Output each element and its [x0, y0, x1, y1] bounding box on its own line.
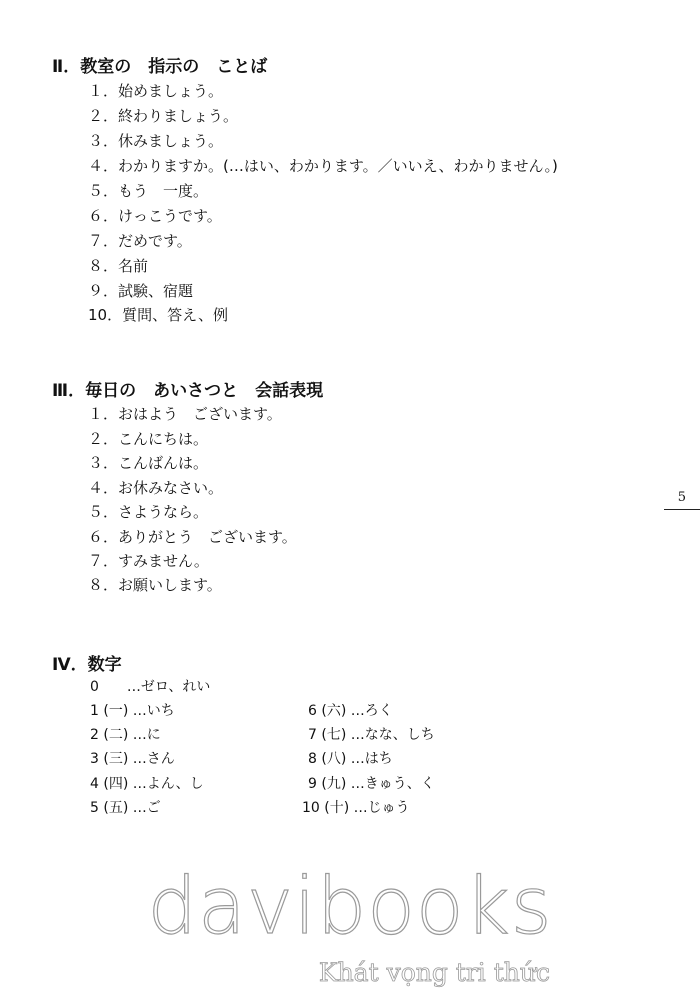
list-item: ７．だめです。	[88, 232, 192, 250]
number-row-zero: 0 …ゼロ、れい	[90, 679, 211, 695]
list-item: １．始めましょう。	[88, 82, 224, 100]
list-item: 10．質問、答え、例	[88, 306, 228, 324]
page-number-rule	[664, 509, 700, 510]
list-item: ３．こんばんは。	[88, 454, 209, 472]
list-item: ４．お休みなさい。	[88, 479, 224, 497]
section-4-title: Ⅳ．数字	[52, 655, 122, 675]
number-row: 4 (四) …よん、し	[90, 776, 204, 792]
list-item: １．おはよう ございます。	[88, 405, 282, 423]
number-row: 7 (七) …なな、しち	[308, 727, 435, 743]
number-row: 1 (一) …いち	[90, 703, 175, 719]
watermark-title: davibooks	[147, 862, 553, 952]
list-item: ７．すみません。	[88, 552, 209, 570]
list-item: ９．試験、宿題	[88, 282, 194, 300]
list-item: ２．終わりましょう。	[88, 107, 239, 125]
list-item: ８．お願いします。	[88, 576, 222, 594]
list-item: ２．こんにちは。	[88, 430, 209, 448]
number-row: 5 (五) …ご	[90, 800, 161, 816]
number-row: 9 (九) …きゅう、く	[308, 776, 435, 792]
list-item: ４．わかりますか。(…はい、わかります。／いいえ、わかりません。)	[88, 157, 558, 175]
number-row: 6 (六) …ろく	[308, 703, 393, 719]
number-row: 10 (十) …じゅう	[302, 800, 410, 816]
number-row: 2 (二) …に	[90, 727, 161, 743]
list-item: ８．名前	[88, 257, 149, 275]
list-item: ３．休みましょう。	[88, 132, 224, 150]
number-row: 3 (三) …さん	[90, 751, 175, 767]
number-row: 8 (八) …はち	[308, 751, 393, 767]
page-number: 5	[677, 490, 686, 505]
section-3-title: Ⅲ．毎日の あいさつと 会話表現	[52, 381, 324, 401]
list-item: ５．さようなら。	[88, 503, 209, 521]
watermark-slogan: Khát vọng tri thức	[318, 958, 550, 987]
list-item: ６．ありがとう ございます。	[88, 528, 297, 546]
list-item: ６．けっこうです。	[88, 207, 222, 225]
section-2-title: Ⅱ．教室の 指示の ことば	[52, 57, 268, 77]
list-item: ５．もう 一度。	[88, 182, 209, 200]
